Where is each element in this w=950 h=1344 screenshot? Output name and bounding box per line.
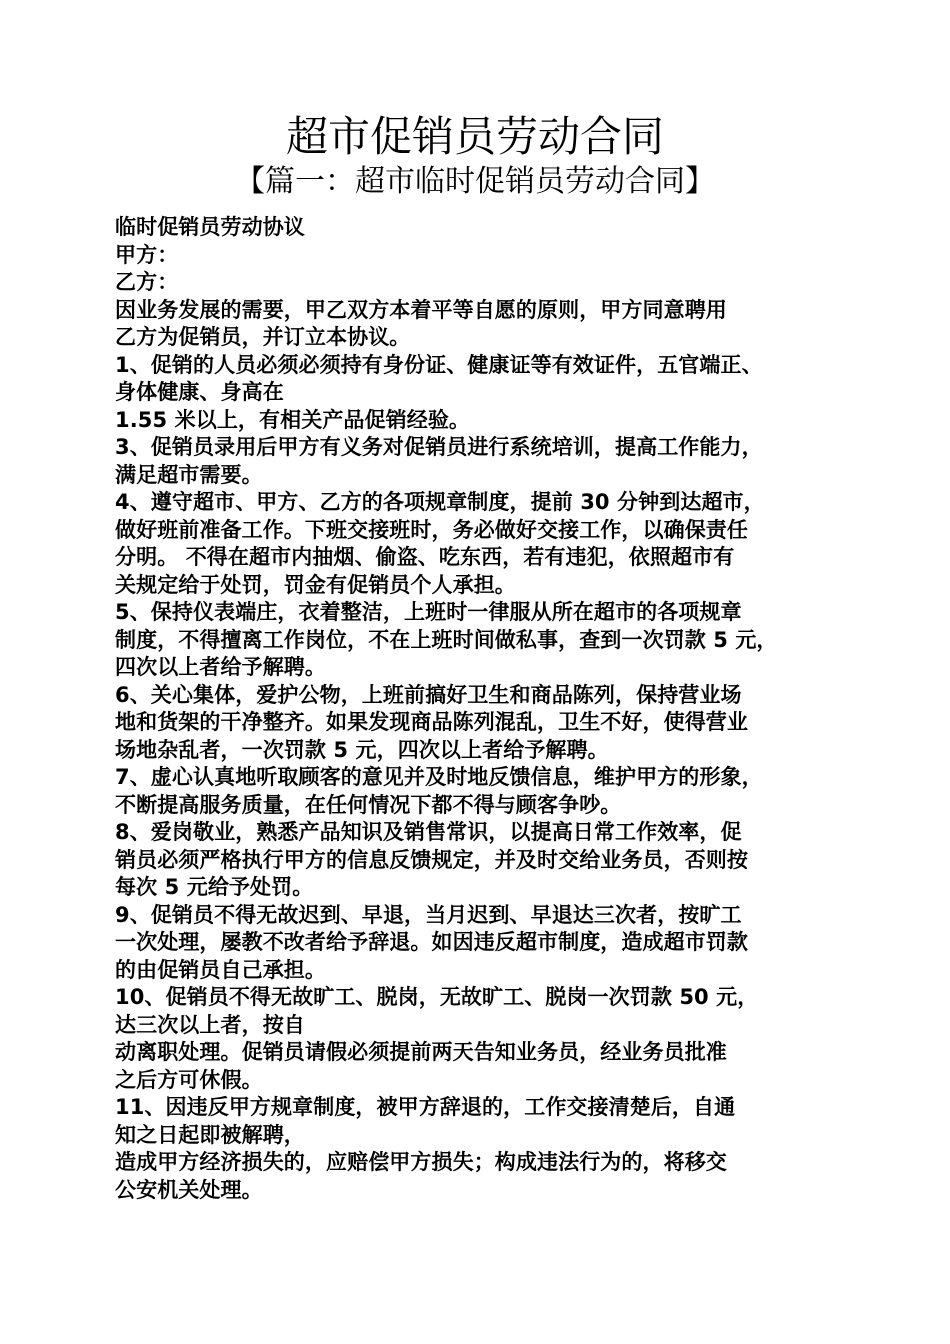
document-body: [115, 214, 850, 1204]
body-line: 10、促销员不得无故旷工、脱岗，无故旷工、脱岗一次罚款 50 元，: [115, 985, 759, 1009]
body-line: 1、促销的人员必须必须持有身份证、健康证等有效证件，五官端正、: [115, 352, 763, 377]
body-line: 11、因违反甲方规章制度，被甲方辞退的，工作交接清楚后，自通: [115, 1095, 736, 1119]
body-line: 地和货架的干净整齐。如果发现商品陈列混乱，卫生不好，使得营业: [115, 710, 748, 734]
body-line: 7、虚心认真地听取顾客的意见并及时地反馈信息，维护甲方的形象，: [115, 765, 763, 789]
body-line: 关规定给于处罚，罚金有促销员个人承担。: [115, 572, 516, 597]
body-line: 满足超市需要。: [115, 462, 263, 487]
body-line: 分明。 不得在超市内抽烟、偷盗、吃东西，若有违犯，依照超市有: [115, 545, 735, 569]
body-line: 的由促销员自己承担。: [115, 957, 326, 982]
body-line: 身体健康、身高在: [115, 380, 284, 404]
body-line: 1.55 米以上，有相关产品促销经验。: [115, 407, 471, 432]
body-line: 4、遵守超市、甲方、乙方的各项规章制度，提前 30 分钟到达超市，: [115, 490, 765, 514]
document-subtitle: 【篇一：超市临时促销员劳动合同】: [235, 164, 715, 199]
body-line: 场地杂乱者，一次罚款 5 元，四次以上者给予解聘。: [115, 737, 609, 762]
body-line: 造成甲方经济损失的，应赔偿甲方损失；构成违法行为的，将移交: [115, 1150, 727, 1174]
body-line: 每次 5 元给予处罚。: [115, 875, 314, 899]
body-line: 四次以上者给予解聘。: [115, 655, 326, 679]
body-line: 达三次以上者，按自: [115, 1012, 305, 1037]
body-line: 不断提高服务质量，在任何情况下都不得与顾客争吵。: [115, 792, 622, 817]
body-line: 甲方：: [115, 242, 179, 267]
body-line: 5、保持仪表端庄，衣着整洁，上班时一律服从所在超市的各项规章: [115, 600, 742, 624]
body-line: 8、爱岗敬业，熟悉产品知识及销售常识，以提高日常工作效率，促: [115, 820, 742, 844]
body-line: 临时促销员劳动协议: [115, 215, 305, 239]
body-line: 之后方可休假。: [115, 1067, 263, 1092]
body-line: 一次处理，屡教不改者给予辞退。如因违反超市制度，造成超市罚款: [115, 930, 748, 954]
body-line: 做好班前准备工作。下班交接班时，务必做好交接工作，以确保责任: [115, 517, 748, 542]
body-line: 动离职处理。促销员请假必须提前两天告知业务员，经业务员批准: [115, 1040, 727, 1064]
body-line: 9、促销员不得无故迟到、早退，当月迟到、早退达三次者，按旷工: [115, 902, 742, 927]
body-line: 制度，不得擅离工作岗位，不在上班时间做私事，查到一次罚款 5 元，: [115, 627, 778, 652]
body-line: 3、促销员录用后甲方有义务对促销员进行系统培训，提高工作能力，: [115, 435, 763, 459]
body-line: 知之日起即被解聘，: [115, 1122, 305, 1147]
body-line: 公安机关处理。: [115, 1177, 263, 1202]
body-line: 销员必须严格执行甲方的信息反馈规定，并及时交给业务员，否则按: [115, 847, 748, 872]
body-line: 乙方为促销员，并订立本协议。: [115, 325, 411, 349]
body-line: 因业务发展的需要，甲乙双方本着平等自愿的原则，甲方同意聘用: [115, 297, 727, 322]
body-line: 6、关心集体，爱护公物，上班前搞好卫生和商品陈列，保持营业场: [115, 682, 742, 707]
document-title: 超市促销员劳动合同: [285, 112, 664, 161]
body-line: 乙方：: [115, 270, 179, 294]
